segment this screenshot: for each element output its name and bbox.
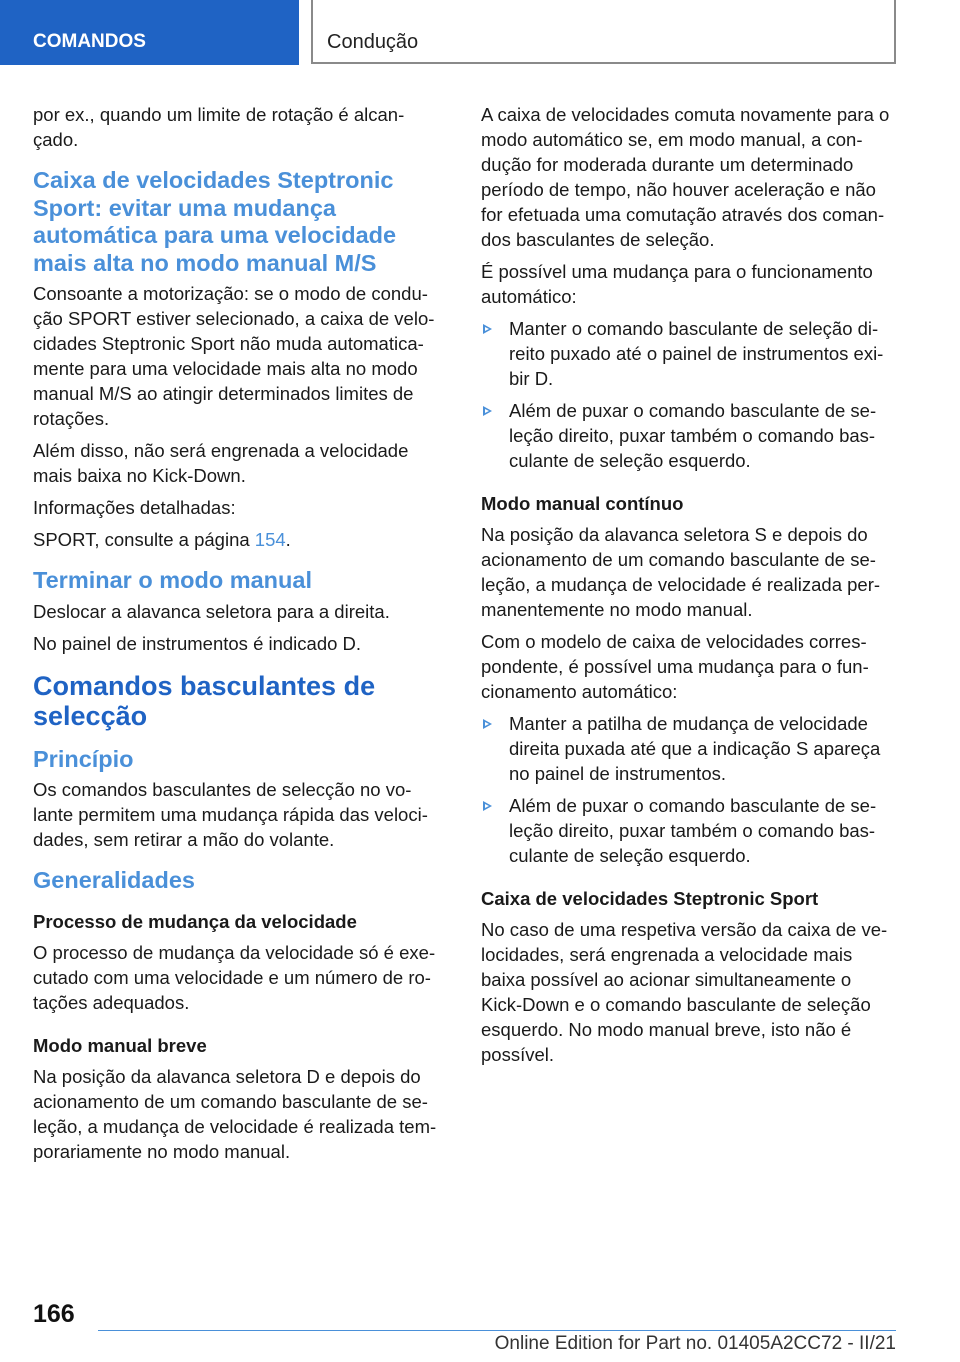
edition-footer: Online Edition for Part no. 01405A2CC72 - II/21 — [494, 1333, 896, 1354]
steptronic-paragraph-2: Além disso, não será engrenada a velocidade mais baixa no Kick-Down. — [33, 440, 409, 486]
footer-divider — [98, 1330, 896, 1331]
page-link-154[interactable]: 154 — [254, 529, 286, 550]
right-column — [481, 102, 896, 1074]
heading-principio: Princípio — [33, 745, 134, 772]
list-item — [481, 398, 896, 473]
steptronic-sport-paragraph: No caso de uma respetiva versão da caixa de ve-locidades, será engrenada a velocidade mais baixa possível ao acionar simultaneamente o Kick-Down e o comando basculante de seleção esquerdo. No modo manual breve, isto não é possível. — [481, 919, 888, 1065]
sport-reference — [33, 527, 447, 552]
modelo-paragraph: Com o modelo de caixa de velocidades corres-pondente, é possível uma mudança para o fun-cionamento automático: — [481, 631, 869, 702]
list-item — [481, 711, 896, 786]
info-label: Informações detalhadas: — [33, 497, 236, 518]
list-item-text: Manter a patilha de mudança de velocidade direita puxada até que a indicação S apareça no painel de instrumentos. — [509, 713, 881, 784]
bullet-list-1 — [481, 316, 896, 473]
sport-reference-end: . — [285, 529, 291, 550]
left-column — [33, 102, 447, 1171]
chapter-title: Condução — [311, 0, 896, 64]
terminar-paragraph-2: No painel de instrumentos é indicado D. — [33, 632, 362, 654]
list-item-text: Além de puxar o comando basculante de se-leção direito, puxar também o comando bas-culante de seleção esquerdo. — [509, 400, 877, 471]
sport-reference-text: SPORT, consulte a página — [33, 529, 255, 550]
heading-generalidades: Generalidades — [33, 867, 195, 893]
processo-paragraph: O processo de mudança da velocidade só é exe-cutado com uma velocidade e um número de ro-tações adequados. — [33, 941, 436, 1013]
principio-paragraph: Os comandos basculantes de selecção no vo-lante permitem uma mudança rápida das veloci-dades, sem retirar a mão do volante. — [33, 779, 428, 850]
heading-processo: Processo de mudança da velocidade — [33, 910, 357, 932]
list-item-text: Além de puxar o comando basculante de se-leção direito, puxar também o comando bas-culante de seleção esquerdo. — [509, 795, 877, 866]
intro-paragraph: por ex., quando um limite de rotação é alcan-çado. — [33, 104, 405, 150]
heading-steptronic-sport-2: Caixa de velocidades Steptronic Sport — [481, 888, 819, 909]
steptronic-paragraph-1: Consoante a motorização: se o modo de condu-ção SPORT estiver selecionado, a caixa de velo-cidades Steptronic Sport não muda automatica-mente para uma velocidade mais alta no modo manual M/S ao atingir determinados limites de rotações. — [33, 283, 435, 429]
triangle-bullet-icon — [483, 719, 492, 729]
section-tab[interactable]: COMANDOS — [0, 0, 299, 65]
list-item — [481, 316, 896, 391]
triangle-bullet-icon — [483, 801, 492, 811]
heading-comandos-basculantes: Comandos basculantes de selecção — [33, 670, 376, 731]
possible-paragraph: É possível uma mudança para o funcionamento automático: — [481, 261, 873, 307]
heading-modo-continuo: Modo manual contínuo — [481, 493, 684, 514]
triangle-bullet-icon — [483, 324, 492, 334]
heading-steptronic-sport: Caixa de velocidades Steptronic Sport: evitar uma mudança automática para uma velocidade mais alta no modo manual M/S — [33, 167, 397, 276]
modo-continuo-paragraph: Na posição da alavanca seletora S e depois do acionamento de um comando basculante de se-leção, a mudança de velocidade é realizada per-manentemente no modo manual. — [481, 524, 881, 620]
heading-terminar: Terminar o modo manual — [33, 567, 312, 593]
heading-modo-breve: Modo manual breve — [33, 1034, 207, 1056]
page-number: 166 — [33, 1300, 75, 1328]
auto-return-paragraph: A caixa de velocidades comuta novamente para o modo automático se, em modo manual, a con-dução for moderada durante um determinado período de tempo, não houver aceleração e não for efetuada uma comutação através dos coman-dos basculantes de seleção. — [481, 104, 890, 250]
terminar-paragraph-1: Deslocar a alavanca seletora para a direita. — [33, 600, 390, 622]
modo-breve-paragraph: Na posição da alavanca seletora D e depois do acionamento de um comando basculante de se-leção, a mudança de velocidade é realizada tem-porariamente no modo manual. — [33, 1065, 437, 1162]
list-item — [481, 793, 896, 868]
list-item-text: Manter o comando basculante de seleção di-reito puxado até o painel de instrumentos exi-bir D. — [509, 318, 884, 389]
bullet-list-2 — [481, 711, 896, 868]
triangle-bullet-icon — [483, 406, 492, 416]
